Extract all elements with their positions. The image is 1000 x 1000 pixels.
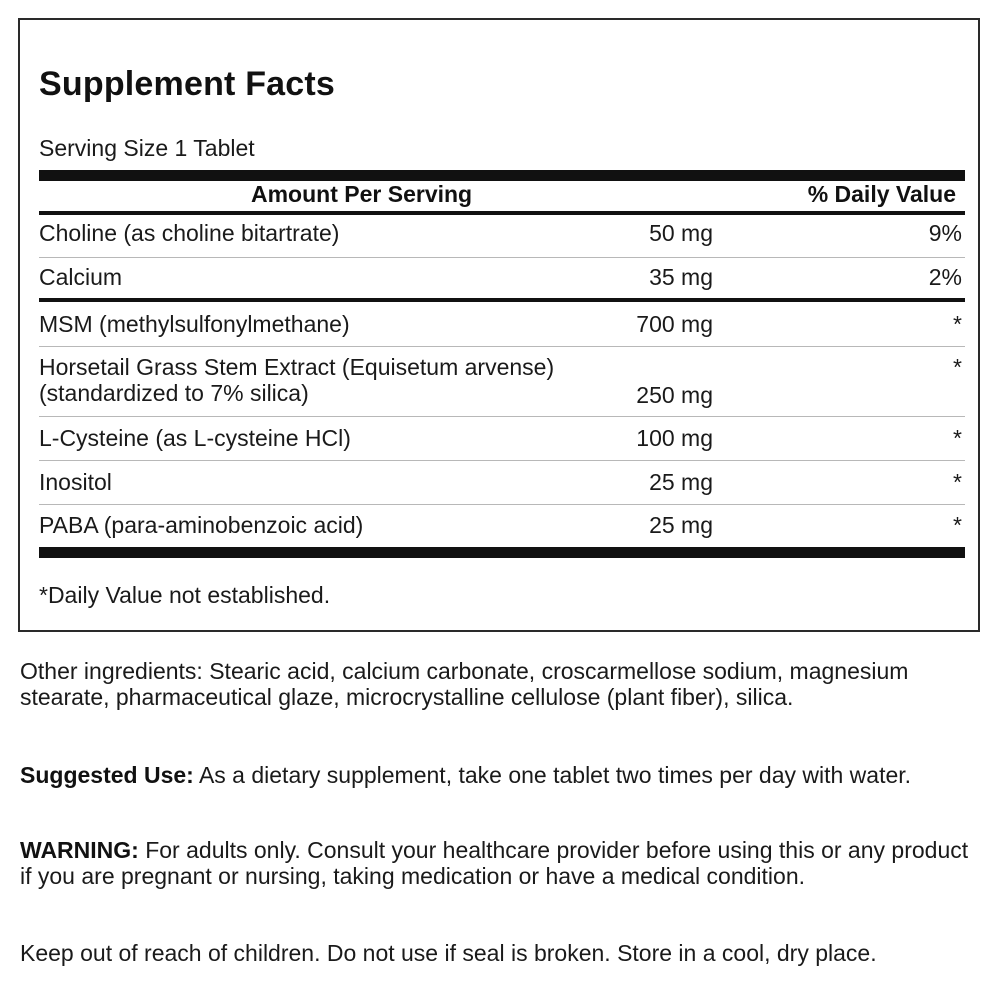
suggested-use-label: Suggested Use: — [20, 762, 194, 788]
nutrient-daily-value: * — [953, 311, 962, 337]
nutrient-amount: 250 mg — [636, 382, 713, 408]
nutrient-daily-value: * — [953, 512, 962, 538]
row-divider — [39, 460, 965, 461]
row-divider — [39, 416, 965, 417]
nutrient-daily-value: 9% — [928, 220, 962, 246]
nutrient-name-continued: (standardized to 7% silica) — [39, 380, 309, 406]
row-divider — [39, 504, 965, 505]
nutrient-name: Horsetail Grass Stem Extract (Equisetum arvense) — [39, 354, 555, 380]
suggested-use — [20, 762, 980, 788]
serving-size: Serving Size 1 Tablet — [39, 135, 255, 161]
warning — [20, 837, 980, 889]
row-divider — [39, 346, 965, 347]
nutrient-name: Choline (as choline bitartrate) — [39, 220, 340, 246]
nutrient-name: PABA (para-aminobenzoic acid) — [39, 512, 364, 538]
nutrient-daily-value: * — [953, 469, 962, 495]
daily-value-footnote: *Daily Value not established. — [39, 582, 331, 608]
nutrient-amount: 700 mg — [636, 311, 713, 337]
warning-label: WARNING: — [20, 837, 139, 863]
other-ingredients: Other ingredients: Stearic acid, calcium carbonate, croscarmellose sodium, magnesium stearate, pharmaceutical glaze, microcrystalline cellulose (plant fiber), silica. — [20, 658, 909, 710]
row-divider — [39, 257, 965, 258]
nutrient-amount: 25 mg — [649, 469, 713, 495]
nutrient-amount: 100 mg — [636, 425, 713, 451]
top-thick-rule — [39, 170, 965, 181]
nutrient-daily-value: * — [953, 425, 962, 451]
section-rule — [39, 298, 965, 302]
header-amount-per-serving: Amount Per Serving — [251, 181, 473, 207]
nutrient-amount: 35 mg — [649, 264, 713, 290]
facts-title: Supplement Facts — [39, 65, 336, 103]
header-daily-value: % Daily Value — [807, 181, 956, 207]
nutrient-name: L-Cysteine (as L-cysteine HCl) — [39, 425, 351, 451]
bottom-thick-rule — [39, 547, 965, 558]
nutrient-daily-value: 2% — [928, 264, 962, 290]
nutrient-name: Inositol — [39, 469, 112, 495]
nutrient-amount: 50 mg — [649, 220, 713, 246]
nutrient-amount: 25 mg — [649, 512, 713, 538]
nutrient-name: Calcium — [39, 264, 123, 290]
supplement-facts-panel — [18, 18, 980, 632]
header-rule — [39, 211, 965, 215]
suggested-use-text: As a dietary supplement, take one tablet two times per day with water. — [193, 762, 912, 788]
nutrient-daily-value: * — [953, 354, 962, 380]
nutrient-name: MSM (methylsulfonylmethane) — [39, 311, 350, 337]
storage-instructions: Keep out of reach of children. Do not use if seal is broken. Store in a cool, dry place. — [20, 940, 877, 966]
warning-text: For adults only. Consult your healthcare provider before using this or any product if you are pregnant or nursing, taking medication or have a medical condition. — [20, 837, 969, 889]
